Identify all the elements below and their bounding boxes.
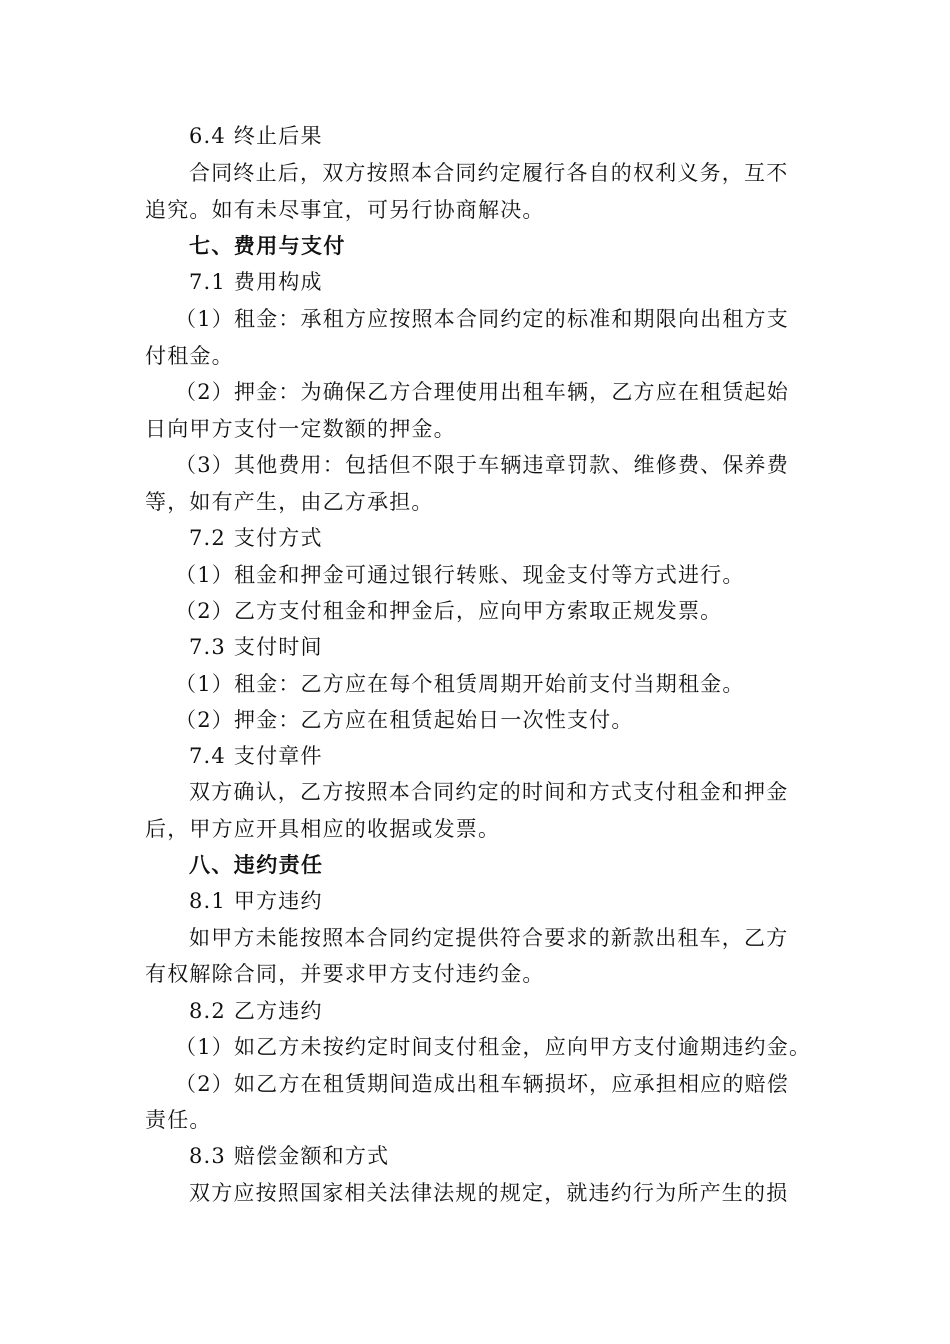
subsection-heading-6-4: 6.4 终止后果 xyxy=(189,124,323,148)
paragraph-line: 责任。 xyxy=(145,1108,212,1132)
section-heading-7: 七、费用与支付 xyxy=(189,233,346,258)
paragraph-line: 双方应按照国家相关法律法规的规定，就违约行为所产生的损 xyxy=(189,1181,789,1205)
subsection-heading-7-3: 7.3 支付时间 xyxy=(189,635,323,659)
subsection-heading-8-2: 8.2 乙方违约 xyxy=(189,999,323,1023)
paragraph-line: （1）如乙方未按约定时间支付租金，应向甲方支付逾期违约金。 xyxy=(175,1035,812,1059)
paragraph-line: （2）如乙方在租赁期间造成出租车辆损坏，应承担相应的赔偿 xyxy=(175,1072,789,1096)
paragraph-line: 双方确认，乙方按照本合同约定的时间和方式支付租金和押金 xyxy=(189,780,789,804)
subsection-heading-8-1: 8.1 甲方违约 xyxy=(189,889,323,913)
paragraph-line: （2）押金：乙方应在租赁起始日一次性支付。 xyxy=(175,708,634,732)
paragraph-line: 追究。如有未尽事宜，可另行协商解决。 xyxy=(145,198,545,222)
section-heading-8: 八、违约责任 xyxy=(189,852,324,877)
subsection-heading-7-2: 7.2 支付方式 xyxy=(189,526,323,550)
paragraph-line: （1）租金：承租方应按照本合同约定的标准和期限向出租方支 xyxy=(175,307,789,331)
subsection-heading-8-3: 8.3 赔偿金额和方式 xyxy=(189,1144,390,1168)
paragraph-line: （1）租金：乙方应在每个租赁周期开始前支付当期租金。 xyxy=(175,672,745,696)
paragraph-line: （3）其他费用：包括但不限于车辆违章罚款、维修费、保养费 xyxy=(175,453,789,477)
paragraph-line: 付租金。 xyxy=(145,344,234,368)
paragraph-line: （2）乙方支付租金和押金后，应向甲方索取正规发票。 xyxy=(175,599,723,623)
paragraph-line: 有权解除合同，并要求甲方支付违约金。 xyxy=(145,962,545,986)
paragraph-line: 日向甲方支付一定数额的押金。 xyxy=(145,417,456,441)
paragraph-line: 后，甲方应开具相应的收据或发票。 xyxy=(145,817,501,841)
subsection-heading-7-1: 7.1 费用构成 xyxy=(189,270,323,294)
paragraph-line: （1）租金和押金可通过银行转账、现金支付等方式进行。 xyxy=(175,563,745,587)
paragraph-line: （2）押金：为确保乙方合理使用出租车辆，乙方应在租赁起始 xyxy=(175,380,789,404)
paragraph-line: 等，如有产生，由乙方承担。 xyxy=(145,490,434,514)
subsection-heading-7-4: 7.4 支付章件 xyxy=(189,744,323,768)
paragraph-line: 如甲方未能按照本合同约定提供符合要求的新款出租车，乙方 xyxy=(189,926,789,950)
paragraph-line: 合同终止后，双方按照本合同约定履行各自的权利义务，互不 xyxy=(189,161,789,185)
